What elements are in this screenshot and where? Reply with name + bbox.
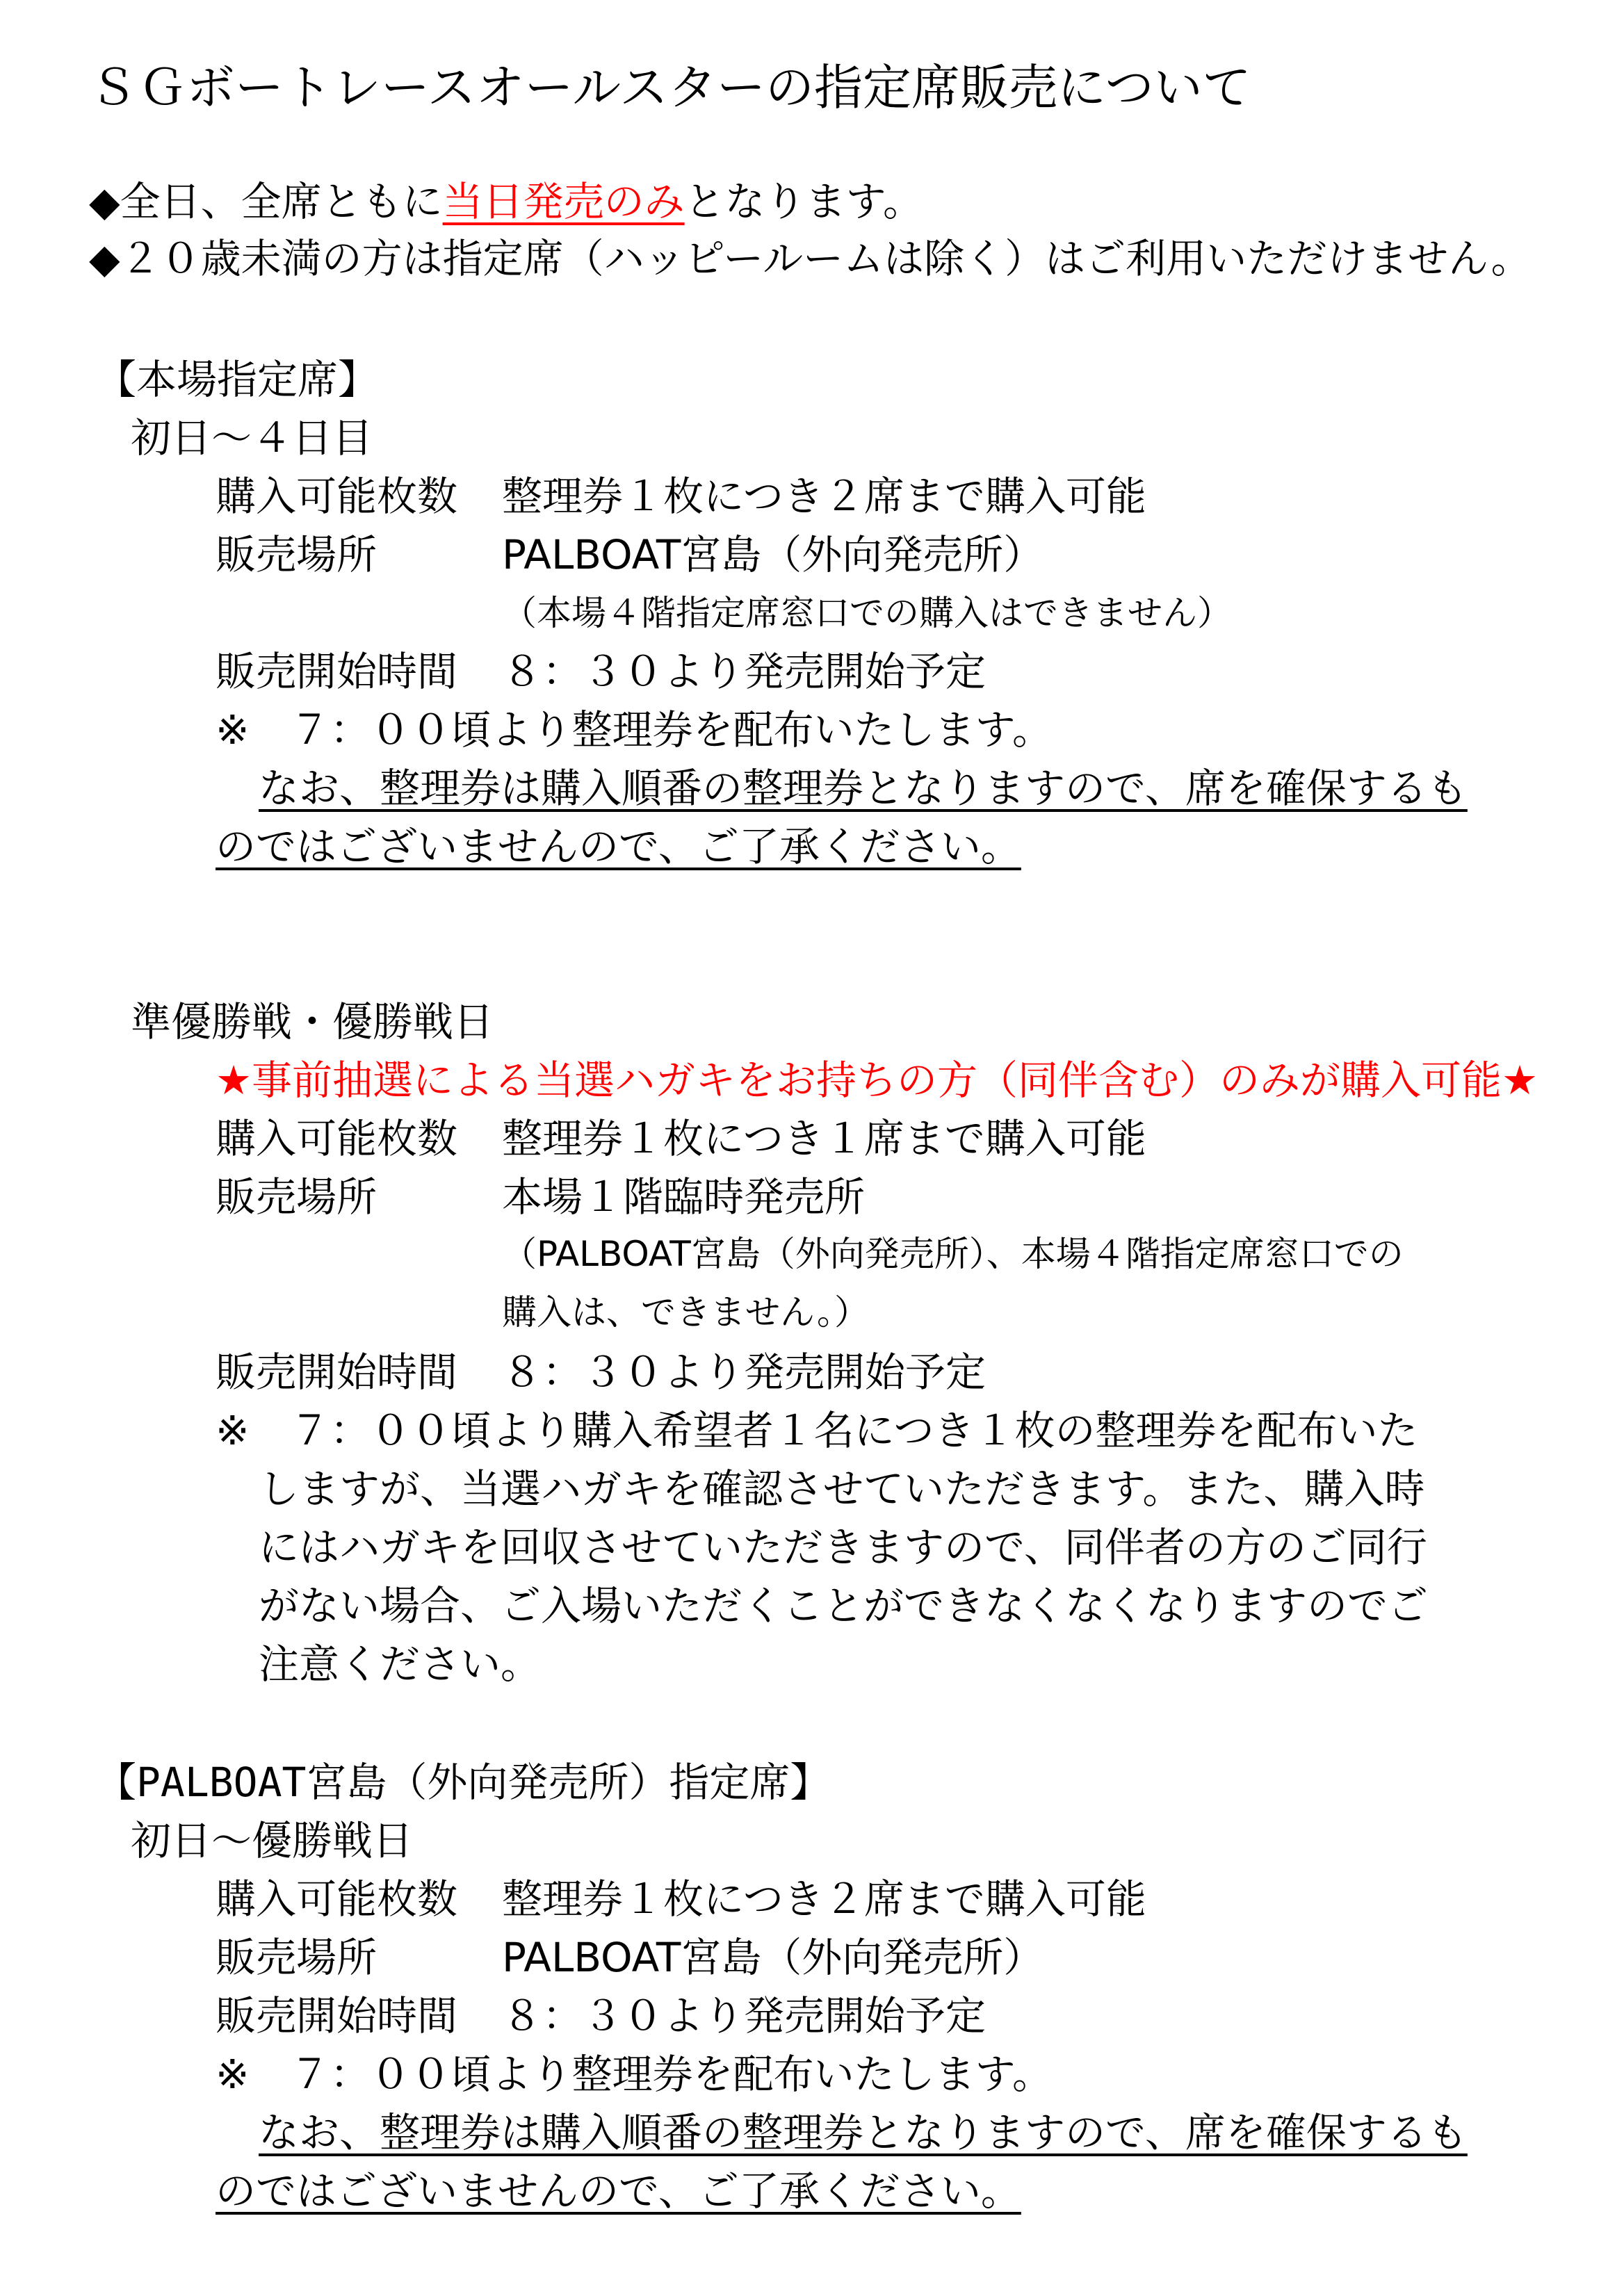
notice-line-same-day-pre: ◆全日、全席ともに [89, 178, 443, 225]
honjo-period2-place-label: 販売場所 [216, 1173, 377, 1221]
honjo-period2-place-note-line2: 購入は、できません。） [502, 1292, 869, 1333]
honjo-period1-place-label: 販売場所 [216, 531, 377, 578]
palboat-period-label: 初日～優勝戦日 [131, 1817, 414, 1864]
honjo-period2-label: 準優勝戦・優勝戦日 [131, 998, 494, 1045]
honjo-period2-note-line1: ※ ７：００頃より購入希望者１名につき１枚の整理券を配布いた [216, 1407, 1418, 1454]
palboat-time-value: ８：３０より発売開始予定 [502, 1992, 986, 2039]
palboat-place-label: 販売場所 [216, 1934, 377, 1981]
honjo-period2-qty-value: 整理券１枚につき１席まで購入可能 [502, 1115, 1146, 1162]
honjo-period2-note-line5: 注意ください。 [259, 1640, 542, 1688]
honjo-period2-place-note-line1: （PALBOAT宮島（外向発売所）、本場４階指定席窓口での [502, 1234, 1404, 1274]
honjo-period2-note-line4: がない場合、ご入場いただくことができなくなくなりますのでご [259, 1582, 1429, 1629]
honjo-period2-time-value: ８：３０より発売開始予定 [502, 1349, 986, 1396]
honjo-period1-note-line3: のではございませんので、ご了承ください。 [216, 823, 1021, 870]
honjo-period1-time-label: 販売開始時間 [216, 648, 458, 695]
honjo-period2-place-value: 本場１階臨時発売所 [502, 1173, 866, 1221]
palboat-note-line1: ※ ７：００頃より整理券を配布いたします。 [216, 2051, 1053, 2098]
palboat-place-value: PALBOAT宮島（外向発売所） [502, 1934, 1044, 1981]
honjo-section-heading: 【本場指定席】 [96, 356, 379, 403]
palboat-qty-label: 購入可能枚数 [216, 1875, 458, 1923]
honjo-period1-label: 初日～４日目 [131, 414, 373, 462]
honjo-period1-qty-label: 購入可能枚数 [216, 473, 458, 520]
notice-line-same-day [89, 172, 923, 231]
honjo-period1-note-line2: なお、整理券は購入順番の整理券となりますので、席を確保するも [259, 765, 1468, 812]
palboat-time-label: 販売開始時間 [216, 1992, 458, 2039]
honjo-period1-place-note: （本場４階指定席窓口での購入はできません） [502, 593, 1232, 633]
notice-line-same-day-post: となります。 [684, 178, 923, 225]
honjo-period1-time-value: ８：３０より発売開始予定 [502, 648, 986, 695]
palboat-qty-value: 整理券１枚につき２席まで購入可能 [502, 1875, 1146, 1923]
honjo-period2-note-line3: にはハガキを回収させていただきますので、同伴者の方のご同行 [259, 1524, 1427, 1571]
notice-line-age-limit: ◆２０歳未満の方は指定席（ハッピールームは除く）はご利用いただけません。 [89, 235, 1532, 282]
honjo-period1-place-value: PALBOAT宮島（外向発売所） [502, 531, 1044, 578]
honjo-period1-qty-value: 整理券１枚につき２席まで購入可能 [502, 473, 1146, 520]
honjo-period2-time-label: 販売開始時間 [216, 1349, 458, 1396]
palboat-section-heading: 【PALBOAT宮島（外向発売所）指定席】 [96, 1759, 831, 1806]
palboat-note-line2: なお、整理券は購入順番の整理券となりますので、席を確保するも [259, 2109, 1468, 2156]
honjo-period2-qty-label: 購入可能枚数 [216, 1115, 458, 1162]
palboat-note-line3: のではございませんので、ご了承ください。 [216, 2167, 1021, 2215]
lottery-notice: ★事前抽選による当選ハガキをお持ちの方（同伴含む）のみが購入可能★ [216, 1057, 1538, 1104]
document-title: ＳＧボートレースオールスターの指定席販売について [89, 59, 1251, 116]
same-day-sale-emphasis: 当日発売のみ [442, 178, 685, 225]
honjo-period1-note-line1: ※ ７：００頃より整理券を配布いたします。 [216, 706, 1053, 754]
honjo-period2-note-line2: しますが、当選ハガキを確認させていただきます。また、購入時 [259, 1465, 1425, 1513]
